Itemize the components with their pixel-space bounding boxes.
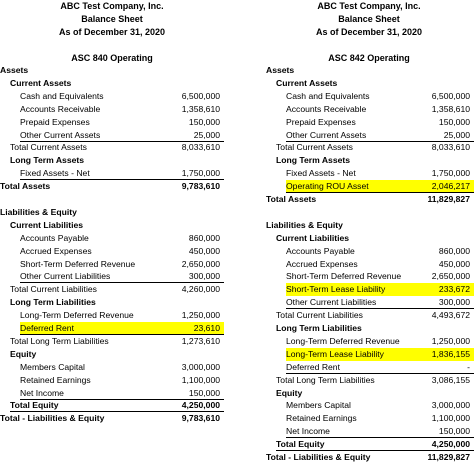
line-item-label: Total Current Liabilities (10, 284, 97, 295)
table-row (264, 90, 474, 103)
line-item-value: 3,000,000 (431, 400, 470, 411)
table-row (0, 193, 224, 206)
line-item-value: 1,250,000 (431, 335, 470, 346)
line-item-label: Total Long Term Liabilities (276, 374, 375, 385)
line-item-value: 233,672 (438, 284, 470, 295)
line-item-value: 8,033,610 (431, 142, 470, 153)
table-row (0, 258, 224, 271)
line-item-value: 2,650,000 (181, 258, 220, 269)
line-item-value: 1,100,000 (181, 374, 220, 385)
table-row (264, 103, 474, 116)
line-item-value: 1,273,610 (181, 335, 220, 346)
line-item-label: Total Current Assets (276, 142, 353, 153)
table-row (0, 245, 224, 258)
line-item-label: Long Term Liabilities (10, 297, 96, 308)
table-row (0, 154, 224, 167)
line-item-label: Net Income (286, 426, 330, 437)
line-item-label: Long Term Assets (10, 155, 85, 166)
line-item-label: Total Equity (276, 439, 325, 450)
line-item-label: Retained Earnings (286, 413, 357, 424)
table-row (0, 141, 224, 154)
line-item-label: Cash and Equivalents (286, 90, 370, 101)
line-item-value: - (467, 361, 470, 372)
table-row (264, 322, 474, 335)
line-item-value: 300,000 (438, 297, 470, 308)
table-row (264, 232, 474, 245)
line-item-label: Liabilities & Equity (266, 219, 343, 230)
line-item-value: 6,500,000 (181, 90, 220, 101)
line-item-label: Total Current Assets (10, 142, 87, 153)
table-row (264, 374, 474, 387)
line-item-value (412, 206, 470, 219)
line-item-value: 450,000 (188, 245, 220, 256)
line-item-value: 860,000 (188, 232, 220, 243)
company-name: ABC Test Company, Inc. (317, 1, 421, 11)
line-item-label: Total Equity (10, 400, 59, 411)
table-row (0, 103, 224, 116)
table-row (264, 399, 474, 412)
line-item-value (162, 64, 220, 77)
table-row (0, 129, 224, 142)
line-item-value: 3,086,155 (431, 374, 470, 385)
line-item-label: Accounts Receivable (286, 103, 367, 114)
line-item-value (162, 348, 220, 361)
table-row (264, 258, 474, 271)
table-row (264, 180, 474, 193)
line-item-value: 150,000 (438, 116, 470, 127)
table-row (264, 77, 474, 90)
table-row (264, 348, 474, 361)
table-row (264, 270, 474, 283)
line-item-label: Liabilities & Equity (0, 206, 77, 217)
line-item-value: 11,829,827 (427, 452, 470, 462)
line-item-label: Accounts Payable (286, 245, 355, 256)
statement-date: As of December 31, 2020 (315, 27, 423, 37)
line-item-value (412, 219, 470, 232)
line-item-label: Short-Term Deferred Revenue (20, 258, 136, 269)
line-item-label: Long-Term Lease Liability (286, 348, 384, 359)
line-item-value (412, 154, 470, 167)
line-item-label: Deferred Rent (286, 361, 340, 372)
table-row (0, 335, 224, 348)
line-item-value: 300,000 (188, 271, 220, 282)
line-item-value: 25,000 (193, 129, 220, 140)
line-item-value: 1,750,000 (431, 168, 470, 179)
line-item-label: Retained Earnings (20, 374, 91, 385)
line-item-label: Accrued Expenses (286, 258, 358, 269)
table-row (264, 412, 474, 425)
table-row (0, 77, 224, 90)
table-row (264, 283, 474, 296)
line-item-label: Total - Liabilities & Equity (266, 452, 371, 462)
line-item-value: 450,000 (438, 258, 470, 269)
table-row (264, 425, 474, 438)
statement-title: Balance Sheet (338, 14, 400, 24)
table-row (0, 167, 224, 180)
line-item-label: Equity (10, 348, 37, 359)
line-item-label: Long Term Assets (276, 155, 351, 166)
line-item-label: Total Current Liabilities (276, 310, 363, 321)
line-item-label: Members Capital (286, 400, 351, 411)
table-row (0, 180, 224, 193)
table-row (264, 154, 474, 167)
line-item-value: 11,829,827 (427, 194, 470, 204)
line-item-label: Total Assets (266, 194, 317, 204)
line-item-label: Short-Term Lease Liability (286, 284, 386, 295)
table-row (264, 361, 474, 374)
statement-date: As of December 31, 2020 (58, 27, 166, 37)
line-item-value: 150,000 (438, 426, 470, 437)
line-item-value: 9,783,610 (181, 413, 220, 424)
line-item-value: 150,000 (188, 387, 220, 398)
line-item-label: Cash and Equivalents (20, 90, 104, 101)
line-item-value (162, 77, 220, 90)
line-item-value (162, 206, 220, 219)
table-row (264, 193, 474, 206)
method-subtitle: ASC 840 Operating (71, 53, 153, 63)
table-row (0, 348, 224, 361)
line-item-value: 4,260,000 (181, 284, 220, 295)
table-row (264, 309, 474, 322)
method-subtitle: ASC 842 Operating (328, 53, 410, 63)
line-item-value (412, 77, 470, 90)
line-item-label: Other Current Liabilities (20, 271, 111, 282)
line-item-value: 1,358,610 (181, 103, 220, 114)
line-item-value (412, 232, 470, 245)
table-row (0, 296, 224, 309)
line-item-value: 25,000 (443, 129, 470, 140)
line-item-value: 23,610 (193, 323, 220, 333)
table-row (264, 438, 474, 451)
line-item-label: Other Current Assets (286, 129, 367, 140)
line-item-label: Total Assets (0, 181, 51, 192)
line-item-value (162, 219, 220, 232)
line-item-label: Long-Term Deferred Revenue (286, 335, 400, 346)
table-row (264, 129, 474, 142)
line-item-label: Accounts Payable (20, 232, 89, 243)
line-item-label: Current Assets (10, 77, 72, 88)
table-row (264, 116, 474, 129)
table-row (264, 296, 474, 309)
table-row (0, 399, 224, 412)
line-item-label: Fixed Assets - Net (20, 168, 90, 179)
table-row (264, 451, 474, 464)
line-item-value: 3,000,000 (181, 361, 220, 372)
line-item-label: Assets (266, 65, 295, 75)
line-item-value (162, 296, 220, 309)
line-item-label: Members Capital (20, 361, 85, 372)
table-row (264, 335, 474, 348)
line-item-value (162, 154, 220, 167)
line-item-label: Short-Term Deferred Revenue (286, 271, 402, 282)
table-row (264, 141, 474, 154)
line-item-value: 9,783,610 (181, 181, 220, 192)
line-item-label: Prepaid Expenses (20, 116, 90, 127)
line-item-label: Operating ROU Asset (286, 181, 369, 192)
table-row (0, 219, 224, 232)
line-item-label: Accrued Expenses (20, 245, 92, 256)
table-row (0, 116, 224, 129)
line-item-value: 2,650,000 (431, 271, 470, 282)
line-item-label: Fixed Assets - Net (286, 168, 356, 179)
table-row (0, 412, 224, 425)
line-item-value: 860,000 (438, 245, 470, 256)
line-item-label: Current Assets (276, 77, 338, 88)
table-row (0, 309, 224, 322)
table-row (0, 232, 224, 245)
line-item-value: 8,033,610 (181, 142, 220, 153)
line-item-label: Accounts Receivable (20, 103, 101, 114)
line-item-label: Current Liabilities (10, 219, 84, 230)
line-item-label: Total - Liabilities & Equity (0, 413, 105, 424)
line-item-value: 1,100,000 (431, 413, 470, 424)
table-row (0, 387, 224, 400)
line-item-value: 1,750,000 (181, 168, 220, 179)
line-item-value (412, 387, 470, 400)
line-item-value (412, 322, 470, 335)
table-row (264, 219, 474, 232)
table-row (264, 167, 474, 180)
line-item-value (162, 193, 220, 206)
table-row (264, 245, 474, 258)
statement-title: Balance Sheet (81, 14, 143, 24)
line-item-label: Deferred Rent (20, 323, 74, 333)
table-row (264, 64, 474, 77)
line-item-value (412, 64, 470, 77)
line-item-label: Prepaid Expenses (286, 116, 356, 127)
line-item-label: Current Liabilities (276, 232, 350, 243)
line-item-value: 4,493,672 (431, 310, 470, 321)
line-item-label: Equity (276, 387, 303, 398)
table-row (0, 90, 224, 103)
line-item-label: Other Current Assets (20, 129, 101, 140)
line-item-label: Long-Term Deferred Revenue (20, 310, 134, 321)
table-row (0, 322, 224, 335)
line-item-value: 150,000 (188, 116, 220, 127)
line-item-value: 1,250,000 (181, 310, 220, 321)
line-item-label: Total Long Term Liabilities (10, 335, 109, 346)
line-item-label: Long Term Liabilities (276, 323, 362, 333)
line-item-label: Net Income (20, 387, 64, 398)
line-item-value: 4,250,000 (431, 439, 470, 450)
table-row (0, 270, 224, 283)
table-row (0, 283, 224, 296)
line-item-value: 4,250,000 (181, 400, 220, 411)
table-row (264, 387, 474, 400)
line-item-label: Other Current Liabilities (286, 297, 377, 308)
line-item-value: 1,836,155 (431, 348, 470, 359)
line-item-value: 1,358,610 (431, 103, 470, 114)
table-row (0, 206, 224, 219)
line-item-value: 2,046,217 (431, 181, 470, 192)
company-name: ABC Test Company, Inc. (60, 1, 164, 11)
table-row (0, 64, 224, 77)
table-row (0, 374, 224, 387)
table-row (0, 361, 224, 374)
line-item-value: 6,500,000 (431, 90, 470, 101)
table-row (264, 206, 474, 219)
line-item-label: Assets (0, 65, 29, 75)
